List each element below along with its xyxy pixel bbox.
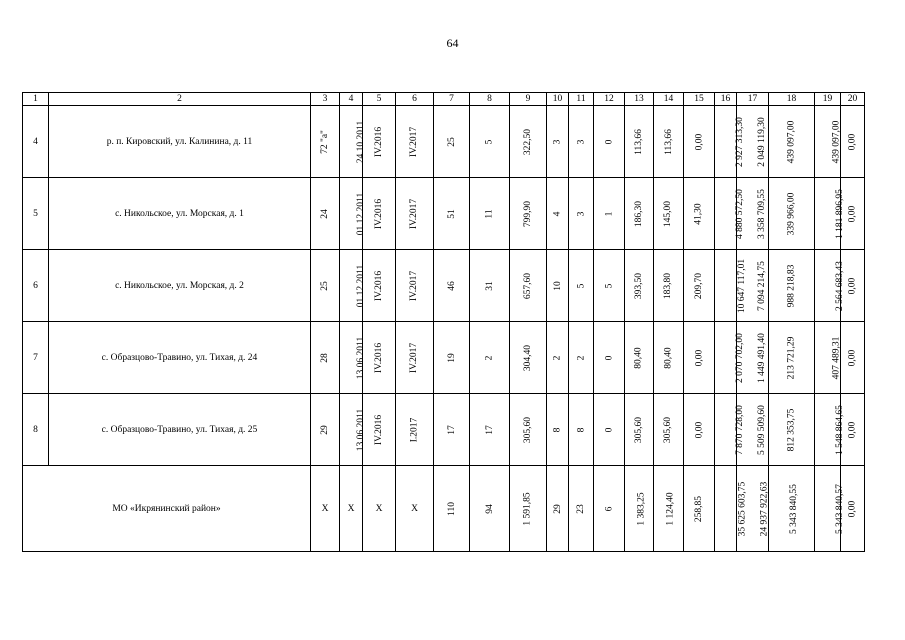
- total-cell: [510, 466, 547, 552]
- table-cell: [684, 250, 715, 322]
- column-number-cell: 6: [396, 93, 434, 106]
- cell-value: 407 489,31: [831, 336, 842, 379]
- table-cell: [769, 106, 815, 178]
- total-cell: [815, 466, 845, 552]
- column-number-cell: 5: [363, 93, 396, 106]
- table-cell: [715, 394, 745, 466]
- total-value: 23: [576, 503, 586, 514]
- total-value: 0,00: [847, 500, 858, 517]
- table-cell: [715, 250, 748, 322]
- column-number-cell: 7: [434, 93, 470, 106]
- column-number-cell: 16: [715, 93, 737, 106]
- table-cell: [715, 178, 745, 250]
- table-cell: [340, 106, 367, 178]
- cell-value: 322,50: [523, 128, 533, 155]
- address-cell: с. Никольское, ул. Морская, д. 1: [49, 178, 311, 250]
- table-cell: [396, 250, 434, 322]
- total-cell: [625, 466, 654, 552]
- address-cell: с. Образцово-Травино, ул. Тихая, д. 24: [49, 322, 311, 394]
- total-value: 1 124,40: [665, 491, 676, 526]
- total-cell: [470, 466, 510, 552]
- column-number-cell: 17: [737, 93, 769, 106]
- cell-value: 80,40: [663, 346, 674, 369]
- table-cell: [470, 322, 510, 394]
- table-cell: [769, 322, 815, 394]
- cell-value: 186,30: [634, 200, 644, 227]
- table-cell: [569, 322, 594, 394]
- table-cell: [815, 250, 845, 322]
- table-cell: [434, 178, 470, 250]
- cell-value: 0,00: [847, 421, 858, 438]
- total-cell: [547, 466, 569, 552]
- table-cell: [841, 322, 865, 394]
- table-cell: [594, 250, 625, 322]
- cell-value: 0,00: [694, 349, 704, 366]
- cell-value: 0: [604, 427, 614, 432]
- total-cell: X: [396, 466, 434, 552]
- column-number-cell: 20: [841, 93, 865, 106]
- column-number-cell: 11: [569, 93, 594, 106]
- cell-value: 0,00: [694, 133, 704, 150]
- cell-value: 0,00: [847, 133, 858, 150]
- table-cell: [715, 106, 745, 178]
- table-cell: [547, 394, 569, 466]
- table-cell: [769, 394, 815, 466]
- cell-value: 2: [552, 355, 563, 360]
- table-cell: [510, 178, 547, 250]
- cell-value: 0,00: [847, 349, 858, 366]
- cell-value: 3: [552, 139, 563, 144]
- cell-value: 812 353,75: [786, 408, 797, 451]
- cell-value: 304,40: [523, 344, 533, 371]
- table-cell: [815, 394, 845, 466]
- table-cell: [340, 250, 367, 322]
- table-cell: [547, 106, 569, 178]
- table-cell: [434, 394, 470, 466]
- cell-value: 439 097,00: [831, 120, 842, 163]
- table-cell: [684, 106, 715, 178]
- column-number-row: [23, 93, 865, 106]
- cell-value: 8: [552, 427, 563, 432]
- cell-value: 5: [604, 283, 614, 288]
- cell-value: IV.2016: [374, 198, 384, 229]
- cell-value: 01.12.2011: [356, 192, 367, 235]
- column-number-cell: 9: [510, 93, 547, 106]
- column-number-cell: 4: [340, 93, 363, 106]
- cell-value: IV.2017: [409, 270, 420, 301]
- table-cell: [715, 322, 745, 394]
- cell-value: 7 870 728,00: [734, 404, 745, 455]
- cell-value: IV.2017: [409, 198, 420, 229]
- cell-value: 19: [446, 352, 457, 363]
- table-cell: [569, 394, 594, 466]
- table-cell: [311, 322, 340, 394]
- cell-value: 8: [576, 427, 586, 432]
- cell-value: 24: [320, 208, 330, 219]
- cell-value: 28: [320, 352, 330, 363]
- table-cell: [769, 178, 815, 250]
- table-cell: [684, 322, 715, 394]
- row-number-cell: 5: [23, 178, 49, 250]
- cell-value: 5: [484, 139, 495, 144]
- cell-value: 305,60: [523, 416, 533, 443]
- table-cell: [841, 106, 865, 178]
- cell-value: 46: [446, 280, 457, 291]
- cell-value: 213 721,29: [786, 336, 797, 379]
- cell-value: IV.2016: [374, 270, 384, 301]
- total-value: 6: [604, 506, 614, 511]
- cell-value: 339 966,00: [786, 192, 797, 235]
- row-number-cell: 4: [23, 106, 49, 178]
- cell-value: 13.06.2011: [356, 336, 367, 379]
- cell-value: IV.2016: [374, 342, 384, 373]
- cell-value: 799,90: [523, 200, 533, 227]
- total-cell: [715, 466, 748, 552]
- total-value: 1 591,85: [523, 491, 533, 526]
- cell-value: 988 218,83: [786, 264, 797, 307]
- address-cell: с. Никольское, ул. Морская, д. 2: [49, 250, 311, 322]
- table-cell: [684, 394, 715, 466]
- cell-value: 0,00: [847, 205, 858, 222]
- table-cell: [625, 106, 654, 178]
- cell-value: 0,00: [694, 421, 704, 438]
- cell-value: 0: [604, 139, 614, 144]
- cell-value: 11: [484, 208, 495, 219]
- table-cell: [625, 178, 654, 250]
- cell-value: 72 "а": [319, 129, 330, 154]
- total-cell: [434, 466, 470, 552]
- total-cell: [594, 466, 625, 552]
- table-cell: [311, 178, 340, 250]
- total-cell: [569, 466, 594, 552]
- results-table: [22, 92, 865, 552]
- table-cell: [363, 322, 396, 394]
- total-value: 5 343 840,55: [788, 483, 799, 534]
- cell-value: 1 449 491,40: [756, 332, 767, 383]
- total-value: 35 625 603,75: [737, 481, 748, 536]
- column-number-cell: 10: [547, 93, 569, 106]
- table-cell: [340, 394, 367, 466]
- table-cell: [547, 178, 569, 250]
- total-value: 1 383,25: [636, 491, 647, 526]
- cell-value: 24.10.2011: [356, 120, 367, 163]
- column-number-cell: 19: [815, 93, 841, 106]
- table-cell: [340, 178, 367, 250]
- column-number-cell: 3: [311, 93, 340, 106]
- cell-value: 209,70: [694, 272, 704, 299]
- total-value: 29: [552, 503, 563, 514]
- table-cell: [434, 322, 470, 394]
- row-number-cell: 8: [23, 394, 49, 466]
- cell-value: 2: [484, 355, 495, 360]
- cell-value: 305,60: [663, 416, 674, 443]
- total-value: 110: [446, 501, 457, 516]
- cell-value: 10 647 117,01: [737, 258, 748, 313]
- table-cell: [470, 178, 510, 250]
- table-cell: [547, 322, 569, 394]
- cell-value: 2: [576, 355, 586, 360]
- total-cell: [769, 466, 815, 552]
- table-cell: [311, 250, 340, 322]
- cell-value: 5 509 509,60: [756, 404, 767, 455]
- table-cell: [815, 106, 841, 178]
- cell-value: IV.2016: [374, 414, 384, 445]
- table-cell: [815, 178, 845, 250]
- table-cell: [654, 394, 684, 466]
- table-cell: [594, 322, 625, 394]
- table-cell: [654, 106, 684, 178]
- table-cell: [594, 394, 625, 466]
- column-number-cell: 14: [654, 93, 684, 106]
- cell-value: 183,80: [663, 272, 674, 299]
- cell-value: 1 181 896,95: [834, 188, 845, 239]
- cell-value: 17: [446, 424, 457, 435]
- table-row: [23, 106, 865, 178]
- column-number-cell: 8: [470, 93, 510, 106]
- table-cell: [396, 106, 434, 178]
- table-cell: [510, 322, 547, 394]
- column-number-cell: 12: [594, 93, 625, 106]
- cell-value: 0: [604, 355, 614, 360]
- cell-value: 393,50: [634, 272, 644, 299]
- cell-value: 113,66: [634, 128, 644, 155]
- address-cell: р. п. Кировский, ул. Калинина, д. 11: [49, 106, 311, 178]
- cell-value: 1 548 864,65: [834, 404, 845, 455]
- cell-value: 3 358 709,55: [756, 188, 767, 239]
- table-cell: [396, 394, 434, 466]
- table-cell: [625, 322, 654, 394]
- table-row: [23, 394, 865, 466]
- cell-value: 80,40: [634, 346, 644, 369]
- table-cell: [594, 106, 625, 178]
- total-row: [23, 466, 865, 552]
- cell-value: I.2017: [409, 417, 420, 442]
- table-cell: [470, 250, 510, 322]
- cell-value: 1: [604, 211, 614, 216]
- cell-value: 25: [320, 280, 330, 291]
- table-cell: [569, 106, 594, 178]
- table-cell: [396, 322, 434, 394]
- table-cell: [434, 250, 470, 322]
- cell-value: 145,00: [663, 200, 674, 227]
- cell-value: 439 097,00: [786, 120, 797, 163]
- cell-value: 3: [576, 139, 586, 144]
- table-cell: [363, 106, 396, 178]
- row-number-cell: 6: [23, 250, 49, 322]
- row-number-cell: 7: [23, 322, 49, 394]
- table-cell: [547, 250, 569, 322]
- table-cell: [340, 322, 367, 394]
- cell-value: 01.12.2011: [356, 264, 367, 307]
- cell-value: 2 927 313,30: [734, 116, 745, 167]
- cell-value: IV.2016: [374, 126, 384, 157]
- table-cell: [510, 106, 547, 178]
- cell-value: 4: [552, 211, 563, 216]
- table-cell: [684, 178, 715, 250]
- table-cell: [470, 394, 510, 466]
- table-cell: [654, 178, 684, 250]
- cell-value: 657,60: [523, 272, 533, 299]
- table-cell: [815, 322, 841, 394]
- table-cell: [311, 106, 340, 178]
- table-row: [23, 322, 865, 394]
- cell-value: 13.06.2011: [356, 408, 367, 451]
- total-cell: X: [363, 466, 396, 552]
- total-value: 258,85: [694, 495, 704, 522]
- column-number-cell: 13: [625, 93, 654, 106]
- address-cell: с. Образцово-Травино, ул. Тихая, д. 25: [49, 394, 311, 466]
- table-cell: [769, 250, 815, 322]
- table-row: [23, 178, 865, 250]
- cell-value: 2 049 119,30: [756, 116, 767, 167]
- table-row: [23, 250, 865, 322]
- page-number: 64: [446, 36, 459, 50]
- total-cell: [684, 466, 715, 552]
- table-cell: [363, 250, 396, 322]
- table-cell: [569, 178, 594, 250]
- cell-value: 10: [552, 280, 563, 291]
- cell-value: 29: [320, 424, 330, 435]
- cell-value: 0,00: [847, 277, 858, 294]
- cell-value: 3: [576, 211, 586, 216]
- column-number-cell: 1: [23, 93, 49, 106]
- cell-value: 5: [576, 283, 586, 288]
- column-number-cell: 15: [684, 93, 715, 106]
- cell-value: 17: [484, 424, 495, 435]
- column-number-cell: 18: [769, 93, 815, 106]
- total-value: 24 937 922,63: [759, 481, 770, 536]
- cell-value: 31: [484, 280, 495, 291]
- cell-value: 4 880 572,50: [734, 188, 745, 239]
- cell-value: 2 564 683,43: [834, 260, 845, 311]
- total-value: 94: [484, 503, 495, 514]
- table-cell: [363, 178, 396, 250]
- cell-value: 305,60: [634, 416, 644, 443]
- table-cell: [594, 178, 625, 250]
- total-value: 5 343 840,57: [834, 483, 845, 534]
- cell-value: IV.2017: [409, 342, 420, 373]
- column-number-cell: 2: [49, 93, 311, 106]
- table-cell: [625, 394, 654, 466]
- cell-value: 41,30: [694, 202, 704, 225]
- table-cell: [654, 322, 684, 394]
- table-cell: [569, 250, 594, 322]
- cell-value: IV.2017: [409, 126, 420, 157]
- cell-value: 7 094 214,75: [756, 260, 767, 311]
- cell-value: 2 070 702,00: [734, 332, 745, 383]
- table-cell: [510, 394, 547, 466]
- cell-value: 113,66: [663, 128, 674, 155]
- table-cell: [470, 106, 510, 178]
- total-cell: X: [340, 466, 363, 552]
- cell-value: 25: [446, 136, 457, 147]
- total-label: МО «Икрянинский район»: [23, 466, 311, 552]
- table-cell: [434, 106, 470, 178]
- table-cell: [363, 394, 396, 466]
- cell-value: 51: [446, 208, 457, 219]
- table-cell: [654, 250, 684, 322]
- table-cell: [396, 178, 434, 250]
- table-cell: [311, 394, 340, 466]
- total-cell: [654, 466, 684, 552]
- total-cell: X: [311, 466, 340, 552]
- table-cell: [510, 250, 547, 322]
- table-cell: [625, 250, 654, 322]
